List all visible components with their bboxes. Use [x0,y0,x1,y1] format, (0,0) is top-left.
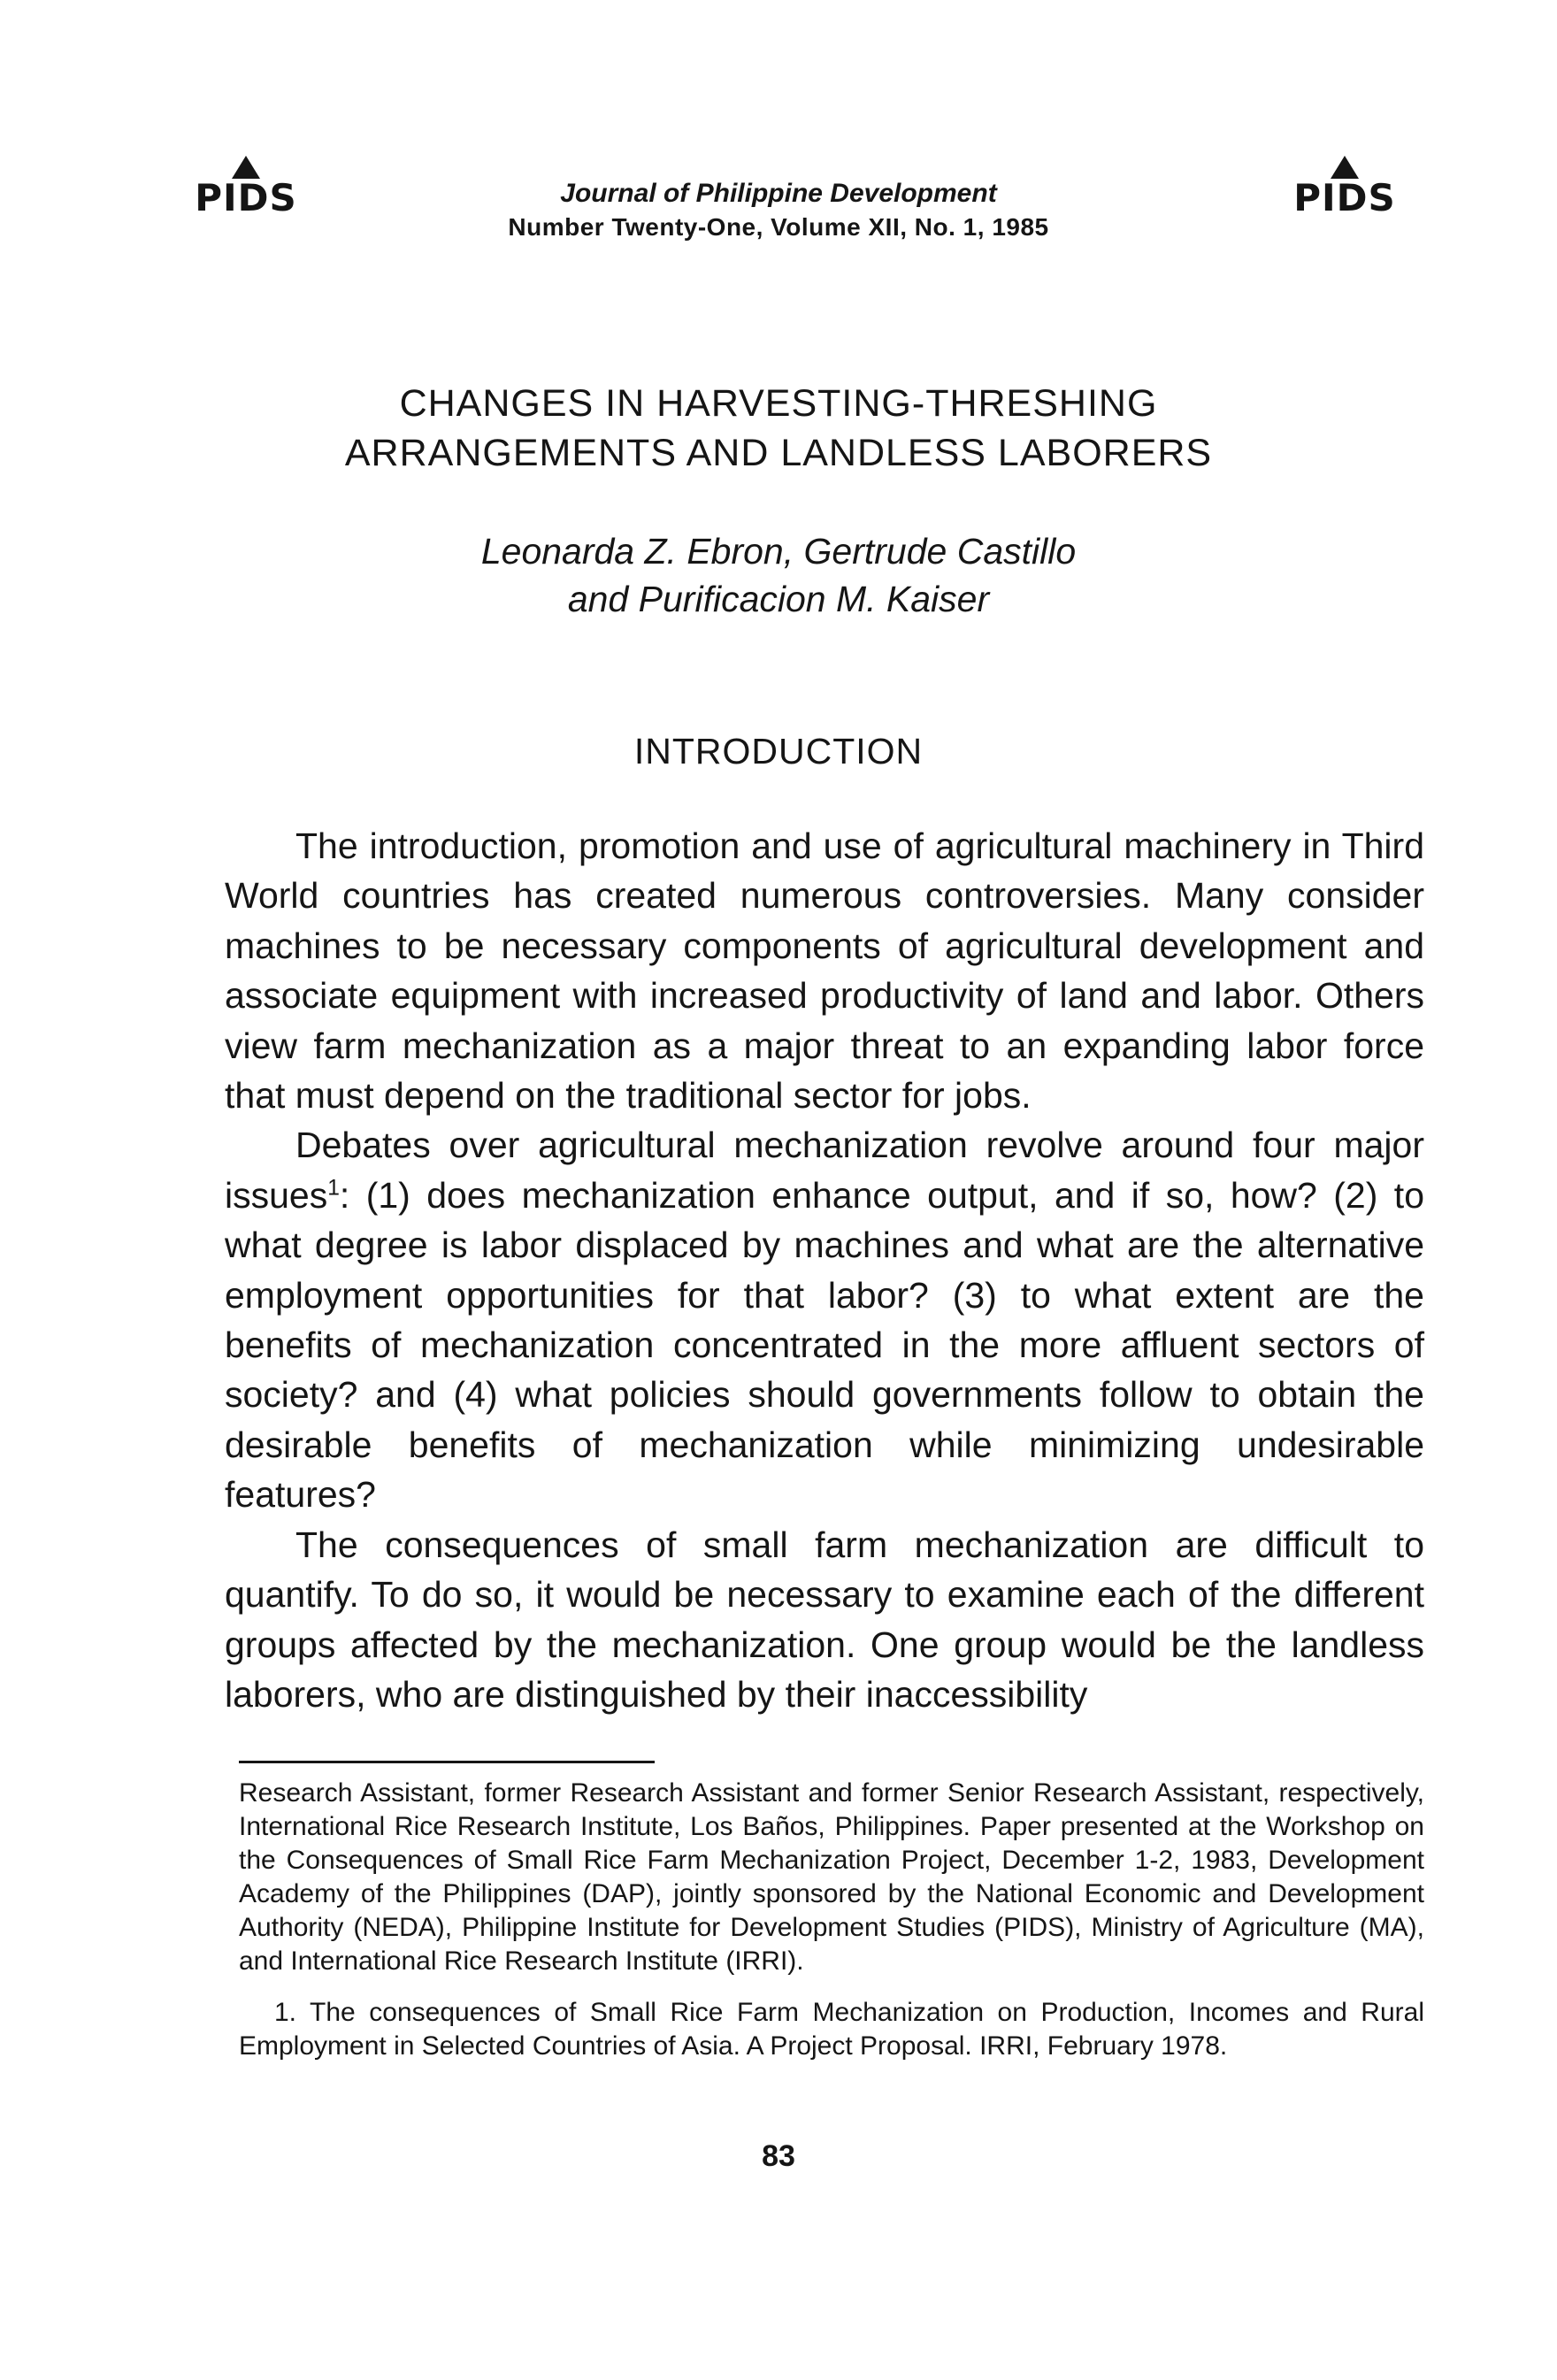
journal-title: Journal of Philippine Development [560,179,997,208]
article-title [0,379,1557,478]
affiliation-note: Research Assistant, former Research Assistant and former Senior Research Assistant, respectively, International Rice Research Institute, Los Baños, Philippines. Paper presented at the Workshop on the Consequences of Small Rice Farm Mechanization Project, December 1-2, 1983, Development Academy of the Philippines (DAP), jointly sponsored by the National Economic and Development Authority (NEDA), Philippine Institute for Development Studies (PIDS), Ministry of Agriculture (MA), and International Rice Research Institute (IRRI). [239,1778,1424,1976]
page-number: 83 [762,2139,795,2173]
authors [0,527,1557,623]
logo-text: PIDS [195,176,297,219]
footnotes [239,1777,1424,2063]
article-body [225,821,1424,1719]
paragraph-3: The consequences of small farm mechanization are difficult to quantify. To do so, it would be necessary to examine each of the different groups affected by the mechanization. One group would be the landless laborers, who are distinguished by their inaccessibility [225,1524,1424,1715]
footnote-divider [239,1761,655,1763]
authors-line-1: Leonarda Z. Ebron, Gertrude Castillo [480,531,1077,572]
journal-header [0,177,1557,244]
paragraph-2-rest: : (1) does mechanization enhance output, and if so, how? (2) to what degree is labor displaced by machines and what are the alternative employment opportunities for that labor? (3) to what extent are the benefits of mechanization concentrated in the more affluent sectors of society? and (4) what policies should governments follow to obtain the desirable benefits of mechanization while minimizing undesirable features? [225,1174,1424,1516]
footnote-1-text: The consequences of Small Rice Farm Mechanization on Production, Incomes and Rural Employment in Selected Countries of Asia. A Project Proposal. IRRI, February 1978. [239,1998,1425,2061]
issue-line: Number Twenty-One, Volume XII, No. 1, 1985 [508,213,1049,241]
section-heading: INTRODUCTION [633,731,924,772]
paragraph-1: The introduction, promotion and use of agricultural machinery in Third World countries has created numerous controversies. Many consider machines to be necessary components of agricultural development and associate equipment with increased productivity of land and labor. Others view farm mechanization as a major threat to an expanding labor force that must depend on the traditional sector for jobs. [225,825,1424,1117]
footnote-1-marker: 1. [274,1998,297,2027]
title-line-2: ARRANGEMENTS AND LANDLESS LABORERS [344,432,1213,474]
logo-text: PIDS [1293,176,1396,219]
footnote-1 [239,1996,1424,2063]
footnote-ref-1: 1 [327,1176,340,1201]
paragraph-2 [225,1120,1424,1519]
paragraph-2-start: Debates over agricultural mechanization revolve around four major issues [225,1125,1424,1216]
authors-line-2: and Purificacion M. Kaiser [567,579,990,619]
title-line-1: CHANGES IN HARVESTING-THRESHING [399,382,1158,425]
